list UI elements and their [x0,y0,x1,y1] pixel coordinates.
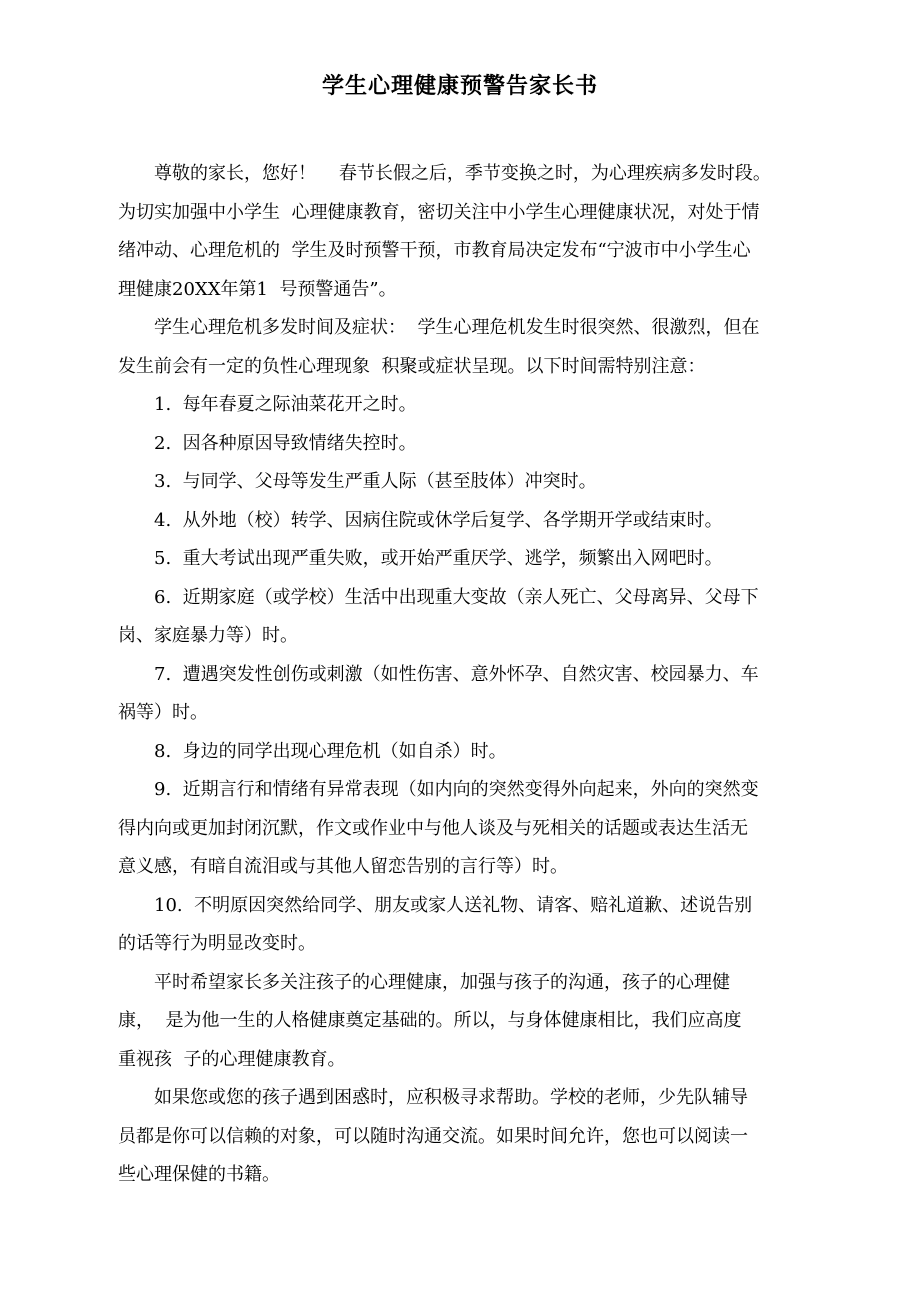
paragraph-line: 4. 从外地（校）转学、因病住院或休学后复学、各学期开学或结束时。 [154,509,723,531]
paragraph-line: 2. 因各种原因导致情绪失控时。 [154,432,417,454]
paragraph-line: 得内向或更加封闭沉默，作文或作业中与他人谈及与死相关的话题或表达生活无 [118,817,748,839]
document-body [118,155,828,1195]
paragraph [118,502,828,541]
paragraph [118,155,828,309]
paragraph [118,771,828,887]
paragraph [118,1079,828,1195]
paragraph [118,656,828,733]
paragraph [118,579,828,656]
paragraph [118,463,828,502]
paragraph [118,964,828,1080]
paragraph-line: 1. 每年春夏之际油菜花开之时。 [154,394,417,415]
paragraph-line: 理健康20XX年第1 号预警通告”。 [118,278,397,300]
paragraph-line: 祸等）时。 [118,702,208,723]
paragraph-line: 为切实加强中小学生 心理健康教育，密切关注中小学生心理健康状况，对处于情 [118,201,760,223]
paragraph-line: 9. 近期言行和情绪有异常表现（如内向的突然变得外向起来，外向的突然变 [154,779,759,800]
paragraph-line: 的话等行为明显改变时。 [118,933,316,954]
paragraph-line: 意义感，有暗自流泪或与其他人留恋告别的言行等）时。 [118,856,568,877]
paragraph-line: 如果您或您的孩子遇到困惑时，应积极寻求帮助。学校的老师，少先队辅导 [154,1087,748,1108]
paragraph-line: 5. 重大考试出现严重失败，或开始严重厌学、逃学，频繁出入网吧时。 [154,548,723,569]
paragraph-line: 康， 是为他一生的人格健康奠定基础的。所以，与身体健康相比，我们应高度 [118,1010,742,1031]
paragraph-line: 尊敬的家长，您好！ 春节长假之后，季节变换之时，为心理疾病多发时段。 [154,163,771,184]
paragraph-line: 些心理保健的书籍。 [118,1164,280,1185]
paragraph-line: 重视孩 子的心理健康教育。 [118,1048,346,1070]
paragraph-line: 10. 不明原因突然给同学、朋友或家人送礼物、请客、赔礼道歉、述说告别 [154,894,753,916]
paragraph [118,425,828,464]
paragraph [118,733,828,772]
paragraph [118,540,828,579]
paragraph-line: 3. 与同学、父母等发生严重人际（甚至肢体）冲突时。 [154,471,597,492]
paragraph-line: 6. 近期家庭（或学校）生活中出现重大变故（亲人死亡、父母离异、父母下 [154,586,759,608]
paragraph-line: 员都是你可以信赖的对象，可以随时沟通交流。如果时间允许，您也可以阅读一 [118,1125,748,1147]
paragraph [118,309,828,386]
paragraph-line: 岗、家庭暴力等）时。 [118,625,298,646]
paragraph-line: 发生前会有一定的负性心理现象 积聚或症状呈现。以下时间需特别注意： [118,355,706,377]
paragraph-line: 8. 身边的同学出现心理危机（如自杀）时。 [154,740,507,762]
document-title: 学生心理健康预警告家长书 [321,73,598,99]
paragraph-line: 绪冲动、心理危机的 学生及时预警干预，市教育局决定发布“宁波市中小学生心 [118,240,751,261]
paragraph-line: 学生心理危机多发时间及症状： 学生心理危机发生时很突然、很激烈，但在 [154,317,760,338]
paragraph [118,386,828,425]
paragraph [118,887,828,964]
paragraph-line: 7. 遭遇突发性创伤或刺激（如性伤害、意外怀孕、自然灾害、校园暴力、车 [154,663,759,685]
paragraph-line: 平时希望家长多关注孩子的心理健康，加强与孩子的沟通，孩子的心理健 [154,971,730,993]
